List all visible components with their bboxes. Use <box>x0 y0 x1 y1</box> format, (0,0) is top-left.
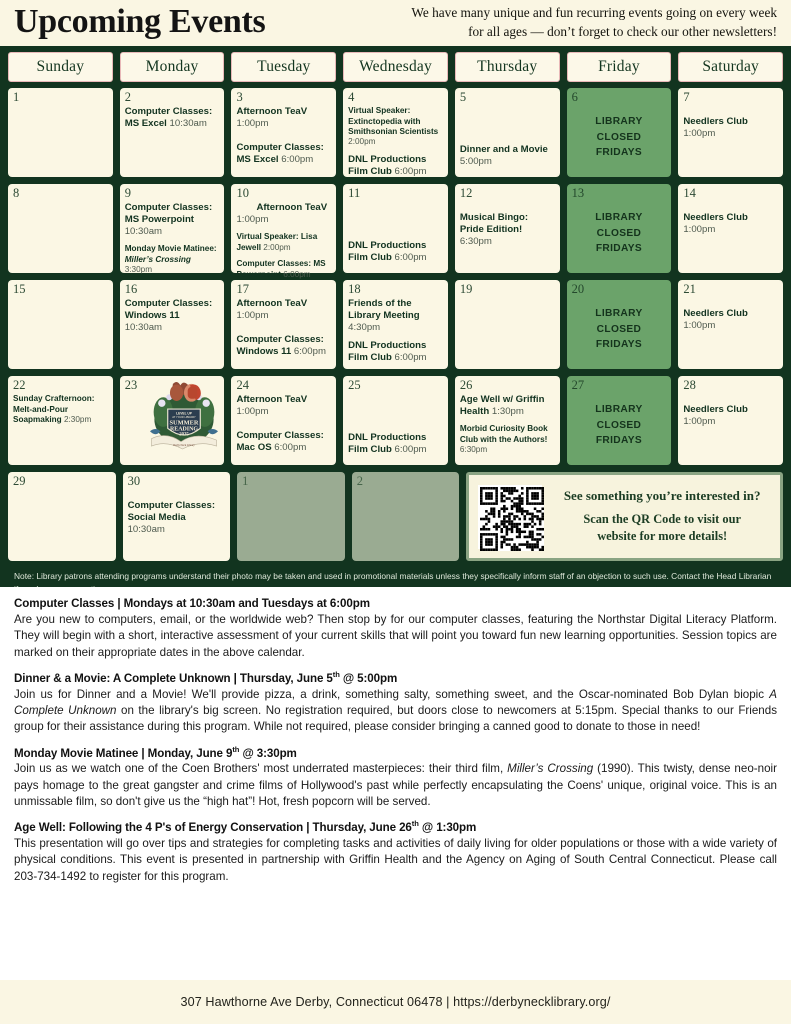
calendar-event[interactable]: Needlers Club 1:00pm <box>683 404 748 428</box>
day-events <box>125 298 220 334</box>
event-description-section <box>14 745 777 811</box>
day-number: 27 <box>571 378 585 392</box>
calendar-day-cell-21[interactable] <box>678 280 783 369</box>
calendar-day-cell-9[interactable] <box>120 184 225 273</box>
calendar-day-cell-29[interactable] <box>8 472 116 561</box>
svg-text:READING: READING <box>170 426 199 433</box>
calendar-day-cell-7[interactable] <box>678 88 783 177</box>
calendar-event[interactable]: Age Well w/ Griffin Health 1:30pm <box>459 394 545 418</box>
day-events <box>683 212 778 236</box>
day-number: 18 <box>348 282 361 296</box>
calendar-day-cell-28[interactable] <box>678 376 783 465</box>
calendar-day-cell-30[interactable] <box>123 472 231 561</box>
day-number: 10 <box>236 186 249 200</box>
qr-promo-line2a: Scan the QR Code to visit our <box>583 512 741 527</box>
day-events <box>683 404 778 428</box>
calendar-event[interactable]: Needlers Club 1:00pm <box>683 212 748 236</box>
calendar-day-cell-17[interactable] <box>231 280 336 369</box>
qr-promo-line2b: website for more details! <box>597 529 728 543</box>
qr-code-icon[interactable] <box>478 485 542 549</box>
day-number: 20 <box>571 282 585 296</box>
day-number: 15 <box>13 282 26 296</box>
calendar-event[interactable]: Computer Classes: Mac OS 6:00pm <box>236 430 324 454</box>
calendar-event[interactable]: DNL Productions Film Club 6:00pm <box>348 240 427 264</box>
calendar-event[interactable]: DNL Productions Film Club 6:00pm <box>348 432 427 456</box>
calendar-weeks <box>8 88 783 561</box>
event-description-body: Join us as we watch one of the Coen Brothers' most underrated masterpieces: their third film, Miller’s Crossing (1990). This twisty, dense neo-noir pays homage to the great gangster and crime films of Hollywood's past while perfectly encapsulating the Coens' unique, original voice. This is an unmissable film, so don't give us the “high hat”! Hot, fresh popcorn will be served. <box>14 762 777 808</box>
qr-promo-box[interactable] <box>466 472 783 561</box>
calendar-day-cell-20[interactable] <box>567 280 672 369</box>
calendar-event[interactable]: Virtual Speaker: Lisa Jewell 2:00pm <box>236 232 318 252</box>
calendar-event[interactable]: DNL Productions Film Club 6:00pm <box>348 153 427 177</box>
calendar-event[interactable]: Afternoon TeaV 1:00pm <box>236 202 328 226</box>
calendar-day-cell-25[interactable] <box>343 376 448 465</box>
day-number: 5 <box>459 90 467 104</box>
calendar-day-cell-10[interactable] <box>231 184 336 279</box>
calendar-event[interactable]: Monday Movie Matinee: Miller’s Crossing 3:30pm <box>124 244 217 275</box>
day-events <box>683 308 778 332</box>
calendar <box>0 46 791 587</box>
calendar-event[interactable]: Afternoon TeaV 1:00pm <box>236 298 308 322</box>
day-header-sunday: Sunday <box>8 52 113 82</box>
calendar-event[interactable]: Computer Classes: MS Powerpoint 10:30am <box>124 202 213 238</box>
calendar-day-cell-6[interactable] <box>567 88 672 177</box>
calendar-event[interactable]: Morbid Curiosity Book Club with the Authors! 6:30pm <box>459 424 548 455</box>
page-title: Upcoming Events <box>14 2 266 40</box>
day-events <box>460 212 555 248</box>
day-number: 19 <box>459 282 473 296</box>
calendar-day-cell-22[interactable] <box>8 376 113 465</box>
event-description-heading: Monday Movie Matinee | Monday, June 9th @ 3:30pm <box>14 744 297 760</box>
calendar-day-cell-2[interactable] <box>120 88 225 177</box>
day-events <box>236 106 331 166</box>
qr-promo-line1: See something you’re interested in? <box>563 488 761 504</box>
day-number: 23 <box>124 378 138 392</box>
svg-text:Derby Neck Library: Derby Neck Library <box>173 444 196 448</box>
day-number: 21 <box>683 282 696 296</box>
event-descriptions <box>0 587 791 980</box>
calendar-event[interactable]: Needlers Club 1:00pm <box>683 116 748 140</box>
calendar-day-cell-14[interactable] <box>678 184 783 273</box>
calendar-day-cell-26[interactable] <box>455 376 560 465</box>
day-number: 28 <box>683 378 696 392</box>
calendar-day-cell-24[interactable] <box>231 376 336 465</box>
day-events <box>125 202 220 275</box>
calendar-week-row <box>8 184 783 279</box>
calendar-day-cell-18[interactable] <box>343 280 448 369</box>
footer-address-and-url: 307 Hawthorne Ave Derby, Connecticut 06478 | https://derbynecklibrary.org/ <box>180 995 611 1009</box>
day-events <box>236 202 331 280</box>
header-subtitle-line2: for all ages — don’t forget to check our other newsletters! <box>468 24 777 39</box>
day-events <box>683 116 778 140</box>
day-events <box>460 144 555 168</box>
calendar-event[interactable]: Computer Classes: MS Powerpoint 6:00pm <box>236 259 326 279</box>
header-subtitle-line1: We have many unique and fun recurring events going on every week <box>411 5 777 21</box>
calendar-day-cell-4[interactable] <box>343 88 448 177</box>
day-number: 11 <box>348 186 361 200</box>
calendar-day-cell-11[interactable] <box>343 184 448 273</box>
day-number: 3 <box>236 90 243 104</box>
calendar-event[interactable]: Computer Classes: MS Excel 6:00pm <box>236 142 324 166</box>
day-events <box>128 500 226 536</box>
svg-text:LEVEL UP: LEVEL UP <box>176 411 193 416</box>
calendar-week-row <box>8 376 783 465</box>
qr-promo-line2 <box>553 511 771 544</box>
calendar-event[interactable]: Computer Classes: Windows 11 10:30am <box>124 298 213 334</box>
day-number: 2 <box>356 474 363 488</box>
calendar-day-cell-13[interactable] <box>567 184 672 273</box>
day-number: 7 <box>683 90 690 104</box>
day-number: 1 <box>13 90 20 104</box>
calendar-day-cell-16[interactable] <box>120 280 225 369</box>
calendar-event[interactable]: Friends of the Library Meeting 4:30pm <box>348 298 420 334</box>
calendar-day-cell-8[interactable] <box>8 184 113 273</box>
day-number: 26 <box>459 378 473 392</box>
day-header-saturday: Saturday <box>678 52 783 82</box>
calendar-event[interactable]: DNL Productions Film Club 6:00pm <box>348 340 427 364</box>
library-closed-notice: LIBRARY CLOSED FRIDAYS <box>595 308 643 351</box>
day-number: 22 <box>13 378 26 392</box>
day-events <box>460 394 555 455</box>
calendar-event[interactable]: Dinner and a Movie 5:00pm <box>459 144 548 168</box>
calendar-day-cell-23[interactable] <box>120 376 225 465</box>
event-description-heading: Dinner & a Movie: A Complete Unknown | Thursday, June 5th @ 5:00pm <box>14 669 398 685</box>
day-number: 1 <box>242 474 249 488</box>
event-description-body: Are you new to computers, email, or the worldwide web? Then stop by for our computer classes, featuring the Northstar Digital Literacy Platform. They will begin with a short, interactive assessment of your current skills that will point you toward fun new learning opportunities. Session topics are marked on their appropriate dates in the above calendar. <box>14 613 777 659</box>
day-events <box>125 106 220 130</box>
day-events <box>236 394 331 454</box>
day-header-tuesday: Tuesday <box>231 52 336 82</box>
event-description-heading: Computer Classes | Mondays at 10:30am and Tuesdays at 6:00pm <box>14 597 370 610</box>
calendar-week-row <box>8 472 783 561</box>
event-description-body: This presentation will go over tips and strategies for completing tasks and activities of daily living for older populations or those with a wide variety of physical conditions. This event is presented in partnership with Griffin Health and the Agency on Aging of South Central Connecticut. Please call 203-734-1492 to register for this program. <box>14 837 777 883</box>
day-number: 13 <box>571 186 585 200</box>
event-description-body: Join us for Dinner and a Movie! We'll provide pizza, a drink, something salty, something sweet, and the Oscar-nominated Bob Dylan biopic A Complete Unknown on the library's big screen. No registration required, but doors close to newcomers at 5:15pm. Special thanks to our Friends group for their assistance during this program. While not required, please consider bringing a canned good to donate to those in need! <box>14 687 777 734</box>
header-banner <box>0 0 791 46</box>
calendar-day-cell-3[interactable] <box>231 88 336 177</box>
library-closed-notice: LIBRARY CLOSED FRIDAYS <box>595 404 643 447</box>
calendar-week-row <box>8 88 783 177</box>
calendar-day-cell-1[interactable] <box>237 472 345 561</box>
day-number: 16 <box>124 282 138 296</box>
calendar-day-cell-1[interactable] <box>8 88 113 177</box>
calendar-event[interactable]: Computer Classes: Social Media 10:30am <box>127 500 216 536</box>
day-number: 29 <box>13 474 26 488</box>
calendar-event[interactable]: Computer Classes: Windows 11 6:00pm <box>236 334 326 358</box>
calendar-day-cell-27[interactable] <box>567 376 672 465</box>
calendar-day-cell-2[interactable] <box>352 472 460 561</box>
svg-text:2025: 2025 <box>179 432 190 438</box>
day-header-monday: Monday <box>120 52 225 82</box>
day-number: 25 <box>348 378 361 392</box>
day-number: 8 <box>13 186 20 200</box>
calendar-week-row <box>8 280 783 369</box>
calendar-day-cell-19[interactable] <box>455 280 560 369</box>
day-number: 30 <box>127 474 141 488</box>
calendar-day-cell-12[interactable] <box>455 184 560 273</box>
calendar-day-cell-15[interactable] <box>8 280 113 369</box>
calendar-day-headers <box>8 52 783 82</box>
event-description-heading: Age Well: Following the 4 P's of Energy Conservation | Thursday, June 26th @ 1:30pm <box>14 819 477 835</box>
event-description-section <box>14 670 777 736</box>
svg-text:AT YOUR LIBRARY: AT YOUR LIBRARY <box>172 415 197 419</box>
day-number: 14 <box>683 186 696 200</box>
library-closed-notice: LIBRARY CLOSED FRIDAYS <box>595 212 643 255</box>
day-number: 2 <box>124 90 131 104</box>
day-header-friday: Friday <box>567 52 672 82</box>
day-number: 12 <box>459 186 473 200</box>
event-description-section <box>14 597 777 661</box>
calendar-day-cell-5[interactable] <box>455 88 560 177</box>
day-number: 24 <box>236 378 249 392</box>
calendar-event[interactable]: Virtual Speaker: Extinctopedia with Smithsonian Scientists 2:00pm <box>348 106 439 147</box>
library-closed-notice: LIBRARY CLOSED FRIDAYS <box>595 116 643 159</box>
calendar-event[interactable]: Computer Classes: MS Excel 10:30am <box>124 106 213 130</box>
calendar-event[interactable]: Musical Bingo: Pride Edition! 6:30pm <box>459 212 529 248</box>
footer <box>0 980 791 1024</box>
day-number: 17 <box>236 282 249 296</box>
header-subtitle <box>265 4 781 42</box>
event-description-section <box>14 819 777 885</box>
calendar-event[interactable]: Afternoon TeaV 1:00pm <box>236 106 308 130</box>
calendar-event[interactable]: Sunday Crafternoon: Melt-and-Pour Soapmaking 2:30pm <box>13 394 95 424</box>
day-number: 9 <box>124 186 131 200</box>
day-events <box>348 106 443 178</box>
calendar-photo-note: Note: Library patrons attending programs understand their photo may be taken and used in promotional materials unless they specifically inform staff of an objection to such use. Contact the Head Librarian <box>14 571 772 581</box>
day-header-thursday: Thursday <box>455 52 560 82</box>
day-number: 6 <box>571 90 578 104</box>
svg-text:SUMMER: SUMMER <box>169 419 199 427</box>
calendar-event[interactable]: Afternoon TeaV 1:00pm <box>236 394 308 418</box>
day-header-wednesday: Wednesday <box>343 52 448 82</box>
qr-promo-text <box>553 488 771 544</box>
day-events <box>348 432 443 456</box>
day-events <box>348 298 443 364</box>
calendar-event[interactable]: Needlers Club 1:00pm <box>683 308 748 332</box>
day-number: 4 <box>348 90 355 104</box>
summer-reading-poster-image <box>147 378 221 457</box>
day-events <box>348 240 443 264</box>
day-events <box>13 394 108 425</box>
day-events <box>236 298 331 358</box>
